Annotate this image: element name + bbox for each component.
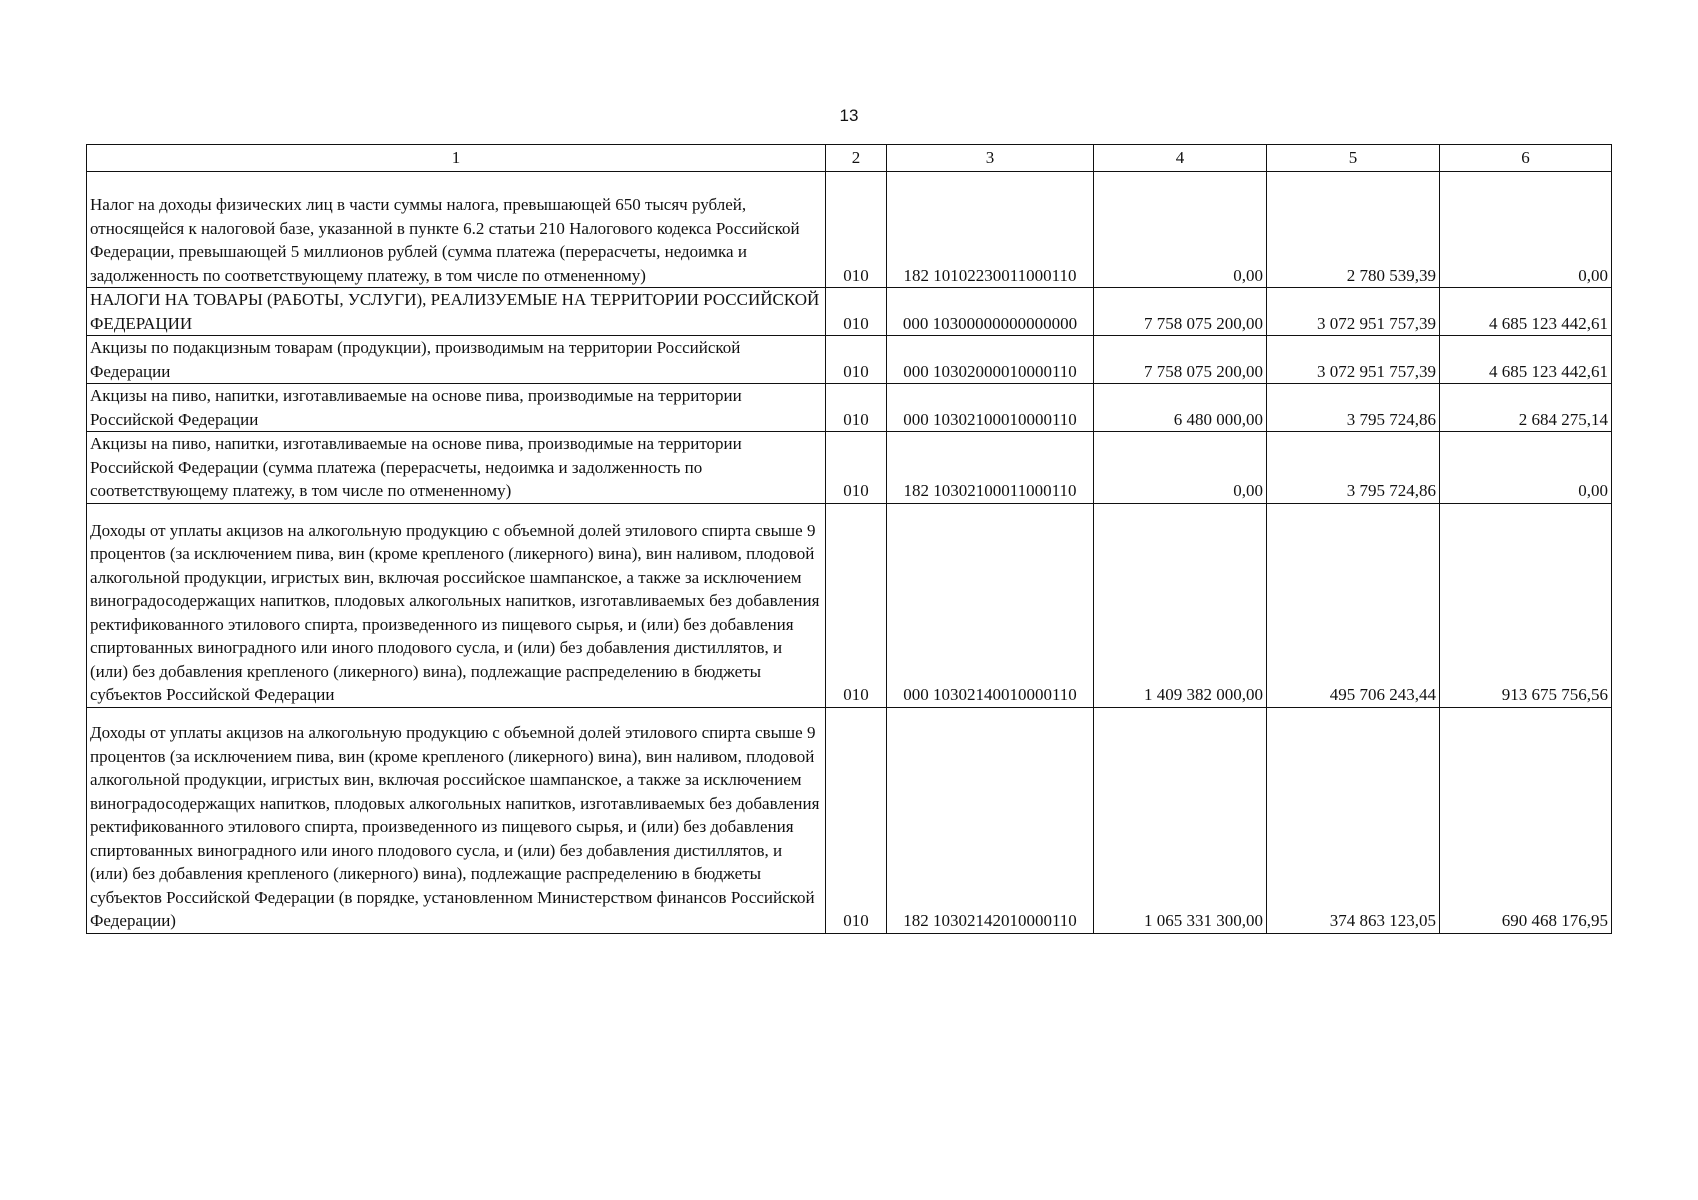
row-unexecuted-amount: 0,00: [1440, 432, 1612, 504]
row-line-code: 010: [826, 336, 887, 384]
row-name: Акцизы на пиво, напитки, изготавливаемые на основе пива, производимые на территории Российской Федерации (сумма платежа (перерасчеты, недоимка и задолженность по соответствующему платежу, в том числе по отмененному): [90, 434, 742, 500]
row-name-cell: [87, 172, 826, 288]
row-name: Доходы от уплаты акцизов на алкогольную продукцию с объемной долей этилового спирта свыше 9 процентов (за исключением пива, вин (кроме крепленого (ликерного) вина), вин наливом, плодовой алкогольной продукции, игристых вин, включая российское шампанское, а также за исключением виноградосодержащих напитков, плодовых алкогольных напитков, изготавливаемых без добавления ректификованного этилового спирта, произведенного из пищевого сырья, и (или) без добавления спиртованных виноградного или иного плодового сусла, и (или) без добавления дистиллятов, и (или) без добавления крепленого (ликерного) вина), подлежащие распределению в бюджеты субъектов Российской Федерации (в порядке, установленном Министерством финансов Российской Федерации): [90, 723, 820, 930]
row-unexecuted-amount: 2 684 275,14: [1440, 384, 1612, 432]
row-line-code: 010: [826, 432, 887, 504]
row-line-code: 010: [826, 707, 887, 933]
row-unexecuted-amount: 4 685 123 442,61: [1440, 336, 1612, 384]
table-row: [87, 336, 1612, 384]
column-header-3: 3: [887, 145, 1094, 172]
table-row: [87, 432, 1612, 504]
row-name: Налог на доходы физических лиц в части суммы налога, превышающей 650 тысяч рублей, относящейся к налоговой базе, указанной в пункте 6.2 статьи 210 Налогового кодекса Российской Федерации, превышающей 5 миллионов рублей (сумма платежа (перерасчеты, недоимка и задолженность по соответствующему платежу, в том числе по отмененному): [90, 195, 800, 285]
row-name-cell: [87, 432, 826, 504]
row-unexecuted-amount: 913 675 756,56: [1440, 503, 1612, 707]
row-executed-amount: 3 072 951 757,39: [1267, 336, 1440, 384]
row-budget-code: 182 10302142010000110: [887, 707, 1094, 933]
row-line-code: 010: [826, 503, 887, 707]
table-row: [87, 503, 1612, 707]
row-approved-amount: 1 065 331 300,00: [1094, 707, 1267, 933]
row-executed-amount: 3 795 724,86: [1267, 384, 1440, 432]
table-row: [87, 172, 1612, 288]
row-line-code: 010: [826, 384, 887, 432]
row-budget-code: 000 10300000000000000: [887, 288, 1094, 336]
row-name-cell: [87, 707, 826, 933]
row-name: Доходы от уплаты акцизов на алкогольную продукцию с объемной долей этилового спирта свыше 9 процентов (за исключением пива, вин (кроме крепленого (ликерного) вина), вин наливом, плодовой алкогольной продукции, игристых вин, включая российское шампанское, а также за исключением виноградосодержащих напитков, плодовых алкогольных напитков, изготавливаемых без добавления ректификованного этилового спирта, произведенного из пищевого сырья, и (или) без добавления спиртованных виноградного или иного плодового сусла, и (или) без добавления дистиллятов, и (или) без добавления крепленого (ликерного) вина), подлежащие распределению в бюджеты субъектов Российской Федерации: [90, 520, 820, 704]
row-approved-amount: 0,00: [1094, 432, 1267, 504]
row-executed-amount: 2 780 539,39: [1267, 172, 1440, 288]
row-name-cell: [87, 336, 826, 384]
row-executed-amount: 495 706 243,44: [1267, 503, 1440, 707]
row-budget-code: 182 10102230011000110: [887, 172, 1094, 288]
row-name: Акцизы на пиво, напитки, изготавливаемые на основе пива, производимые на территории Российской Федерации: [90, 386, 742, 429]
row-budget-code: 182 10302100011000110: [887, 432, 1094, 504]
row-budget-code: 000 10302140010000110: [887, 503, 1094, 707]
row-approved-amount: 1 409 382 000,00: [1094, 503, 1267, 707]
row-approved-amount: 6 480 000,00: [1094, 384, 1267, 432]
table-header-row: [87, 145, 1612, 172]
row-approved-amount: 0,00: [1094, 172, 1267, 288]
row-unexecuted-amount: 690 468 176,95: [1440, 707, 1612, 933]
row-budget-code: 000 10302000010000110: [887, 336, 1094, 384]
table-row: [87, 707, 1612, 933]
column-header-2: 2: [826, 145, 887, 172]
row-name: Акцизы по подакцизным товарам (продукции), производимым на территории Российской Федерации: [90, 338, 741, 381]
row-name-cell: [87, 384, 826, 432]
row-budget-code: 000 10302100010000110: [887, 384, 1094, 432]
row-executed-amount: 374 863 123,05: [1267, 707, 1440, 933]
row-unexecuted-amount: 4 685 123 442,61: [1440, 288, 1612, 336]
table-row: [87, 384, 1612, 432]
row-line-code: 010: [826, 288, 887, 336]
row-approved-amount: 7 758 075 200,00: [1094, 336, 1267, 384]
row-executed-amount: 3 795 724,86: [1267, 432, 1440, 504]
column-header-4: 4: [1094, 145, 1267, 172]
row-approved-amount: 7 758 075 200,00: [1094, 288, 1267, 336]
row-name: НАЛОГИ НА ТОВАРЫ (РАБОТЫ, УСЛУГИ), РЕАЛИЗУЕМЫЕ НА ТЕРРИТОРИИ РОССИЙСКОЙ ФЕДЕРАЦИИ: [90, 290, 820, 333]
row-name-cell: [87, 503, 826, 707]
column-header-5: 5: [1267, 145, 1440, 172]
table-row: [87, 288, 1612, 336]
row-unexecuted-amount: 0,00: [1440, 172, 1612, 288]
row-name-cell: [87, 288, 826, 336]
column-header-6: 6: [1440, 145, 1612, 172]
page-number: 13: [839, 106, 859, 125]
row-line-code: 010: [826, 172, 887, 288]
revenue-table: [86, 144, 1612, 934]
column-header-1: 1: [87, 145, 826, 172]
row-executed-amount: 3 072 951 757,39: [1267, 288, 1440, 336]
